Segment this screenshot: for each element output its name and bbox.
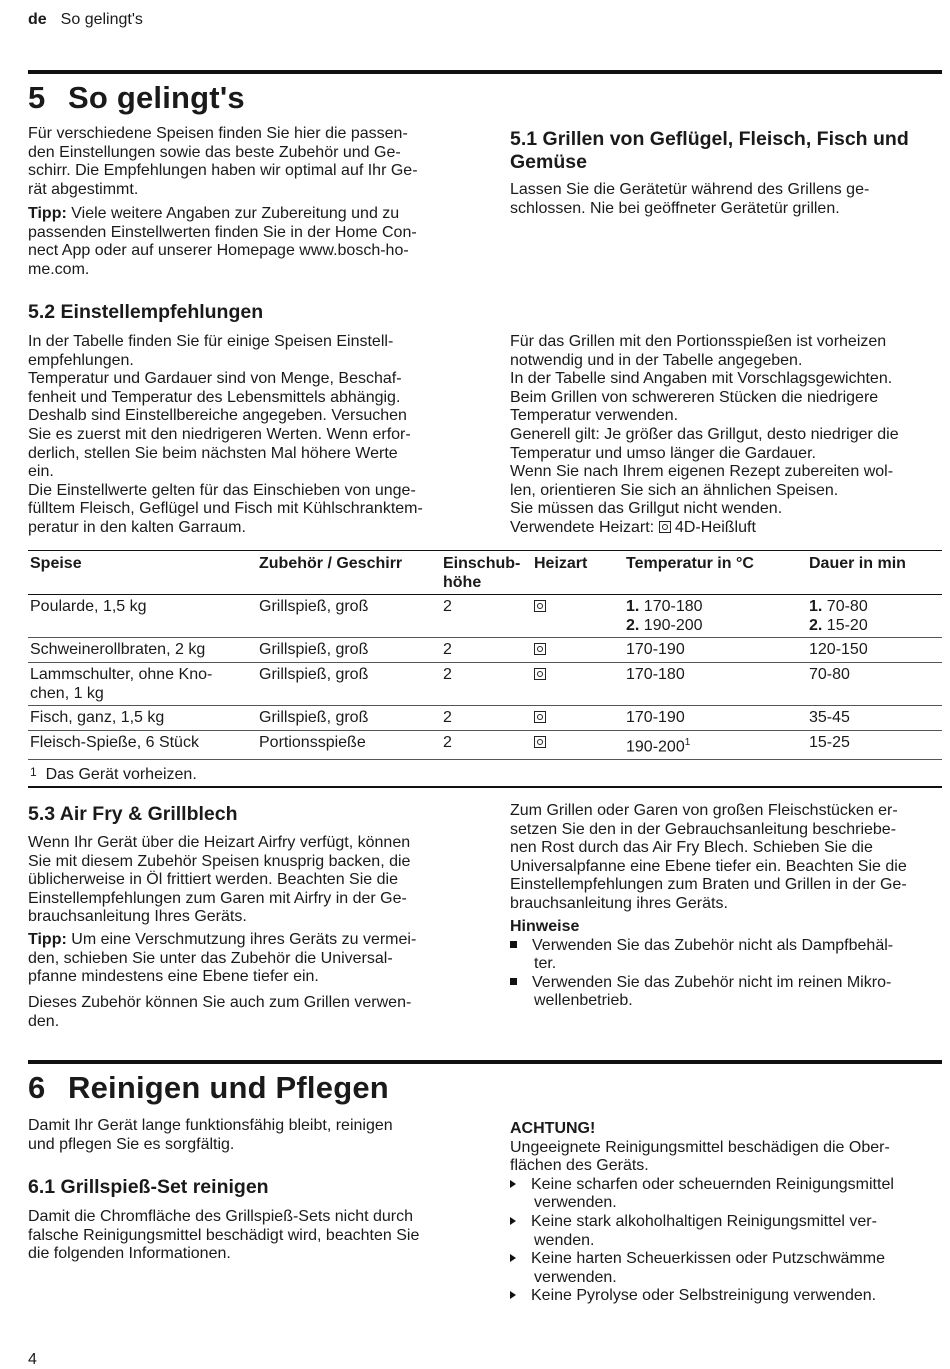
list-item: Keine Pyrolyse oder Selbstreinigung verwenden. (510, 1287, 894, 1306)
running-header (28, 11, 143, 29)
caution-box: ACHTUNG! Ungeeignete Reinigungsmittel beschädigen die Ober- flächen des Geräts. Keine scharfen oder scheuernden Reinigungsmittel verwenden. Keine stark alkoholhaltigen Reinigungsmittel ver- wenden. Keine harten Scheuerkissen oder Putzschwämme verwenden. Keine Pyrolyse oder Selbstreinigung verwenden. (510, 1120, 894, 1305)
section-6-1-heading: 6.1 Grillspieß-Set reinigen (28, 1176, 269, 1198)
list-item: Verwenden Sie das Zubehör nicht im reinen Mikro- (510, 974, 893, 993)
section-5-3-tip: Tipp: Um eine Verschmutzung ihres Geräts zu vermei- den, schieben Sie unter das Zubehör die Universal- pfanne mindestens eine Ebene tiefer ein. (28, 931, 417, 986)
list-item: Keine stark alkoholhaltigen Reinigungsmittel ver- (510, 1213, 894, 1232)
chapter-5-heading: 5 So gelingt's (28, 80, 245, 115)
col-header-heating: Heizart (532, 551, 624, 595)
section-5-3-grill-note: Dieses Zubehör können Sie auch zum Grillen verwen- den. (28, 994, 412, 1030)
table-footnote-row: $^1$ Das Gerät vorheizen. (28, 759, 942, 787)
list-item: Keine harten Scheuerkissen oder Putzschwämme (510, 1250, 894, 1269)
section-6-1-text: Damit die Chromfläche des Grillspieß-Sets nicht durch falsche Reinigungsmittel beschädigt wird, beachten Sie die folgenden Informationen. (28, 1208, 420, 1263)
4d-hot-air-icon (534, 668, 546, 680)
section-5-3-heading: 5.3 Air Fry & Grillblech (28, 803, 238, 825)
table-row: Poularde, 1,5 kg Grillspieß, groß 2 1. 170-180 2. 190-200 1. 70-80 2. 15-20 (28, 595, 942, 638)
table-row: Fleisch-Spieße, 6 Stück Portionsspieße 2 $190-200^1$ 15-25 (28, 730, 942, 759)
chapter-6-heading: 6 Reinigen und Pflegen (28, 1070, 389, 1105)
chapter-5-title: So gelingt's (68, 80, 245, 115)
table-row: Schweinerollbraten, 2 kg Grillspieß, groß 2 170-190 120-150 (28, 638, 942, 663)
section-5-1-text: Lassen Sie die Gerätetür während des Grillens ge- schlossen. Nie bei geöffneter Gerätetür grillen. (510, 181, 870, 217)
section-5-2-heading: 5.2 Einstellempfehlungen (28, 301, 264, 323)
col-header-level: Einschub- höhe (441, 551, 532, 595)
list-item: Keine scharfen oder scheuernden Reinigungsmittel (510, 1176, 894, 1195)
table-row: Lammschulter, ohne Kno- chen, 1 kg Grillspieß, groß 2 170-180 70-80 (28, 662, 942, 705)
section-5-3-text: Wenn Ihr Gerät über die Heizart Airfry verfügt, können Sie mit diesem Zubehör Speisen knusprig backen, die üblicherweise in Öl frittiert werden. Beachten Sie die Einstellempfehlungen zum Garen mit Airfry in der Ge- brauchsanleitung Ihres Geräts. (28, 834, 411, 926)
language-code: de (28, 11, 47, 28)
section-5-3-notes: Hinweise Verwenden Sie das Zubehör nicht als Dampfbehäl- ter. Verwenden Sie das Zubehör nicht im reinen Mikro- wellenbetrieb. (510, 918, 894, 1010)
section-5-2-left-text: In der Tabelle finden Sie für einige Speisen Einstell- empfehlungen. Temperatur und Gardauer sind von Menge, Beschaf- fenheit und Temperatur des Lebensmittels abhängig. Deshalb sind Einstellbereiche angegeben. Versuchen Sie es zuerst mit den niedrigeren Werten. Wenn erfor- derlich, stellen Sie beim nächsten Mal höhere Werte ein. Die Einstellwerte gelten für das Einschieben von unge- fülltem Fleisch, Geflügel und Fisch mit Kühlschranktem- peratur in den kalten Garraum. (28, 333, 423, 536)
4d-hot-air-icon (534, 736, 546, 748)
notes-title: Hinweise (510, 918, 580, 935)
table-row: Fisch, ganz, 1,5 kg Grillspieß, groß 2 170-190 35-45 (28, 706, 942, 731)
col-header-temperature: Temperatur in °C (624, 551, 807, 595)
4d-hot-air-icon (534, 600, 546, 612)
4d-hot-air-icon (659, 521, 671, 533)
chapter-5-rule (28, 70, 942, 74)
settings-table (28, 550, 942, 788)
col-header-accessory: Zubehör / Geschirr (257, 551, 441, 595)
chapter-6-title: Reinigen und Pflegen (68, 1070, 389, 1105)
chapter-6-rule (28, 1060, 942, 1064)
col-header-dish: Speise (28, 551, 257, 595)
4d-hot-air-icon (534, 711, 546, 723)
chapter-5-intro: Für verschiedene Speisen finden Sie hier die passen- den Einstellungen sowie das beste Zubehör und Ge- schirr. Die Empfehlungen haben wir optimal auf Ihr Ge- rät abgestimmt. (28, 125, 418, 198)
table-footnote: Das Gerät vorheizen. (45, 765, 197, 783)
table-header-row (28, 551, 942, 595)
list-item: Verwenden Sie das Zubehör nicht als Dampfbehäl- (510, 937, 893, 956)
page-number: 4 (28, 1351, 37, 1368)
col-header-duration: Dauer in min (807, 551, 942, 595)
caution-title: ACHTUNG! (510, 1120, 596, 1137)
section-5-1-heading: 5.1 Grillen von Geflügel, Fleisch, Fisch und Gemüse (510, 128, 909, 173)
chapter-6-intro: Damit Ihr Gerät lange funktionsfähig bleibt, reinigen und pflegen Sie es sorgfältig. (28, 1117, 393, 1153)
4d-hot-air-icon (534, 643, 546, 655)
section-5-3-right-text: Zum Grillen oder Garen von großen Fleischstücken er- setzen Sie den in der Gebrauchsanleitung beschriebe- nen Rost durch das Air Fry Blech. Schieben Sie die Universalpfanne eine Ebene tiefer ein. Beachten Sie die Einstellempfehlungen zum Braten und Grillen in der Ge- brauchsanleitung ihres Geräts. (510, 802, 907, 912)
section-5-2-right-text: Für das Grillen mit den Portionsspießen ist vorheizen notwendig und in der Tabelle angegeben. In der Tabelle sind Angaben mit Vorschlagsgewichten. Beim Grillen von schwereren Stücken die niedrigere Temperatur verwenden. Generell gilt: Je größer das Grillgut, desto niedriger die Temperatur und umso länger die Gardauer. Wenn Sie nach Ihrem eigenen Rezept zubereiten wol- len, orientieren Sie sich an ähnlichen Speisen. Sie müssen das Grillgut nicht wenden. Verwendete Heizart: 4D-Heißluft (510, 333, 899, 536)
chapter-5-tip: Tipp: Viele weitere Angaben zur Zubereitung und zu passenden Einstellwerten finden Sie in der Home Con- nect App oder auf unserer Homepage www.bosch-ho- me.com. (28, 205, 417, 278)
running-header-title: So gelingt's (60, 11, 143, 28)
